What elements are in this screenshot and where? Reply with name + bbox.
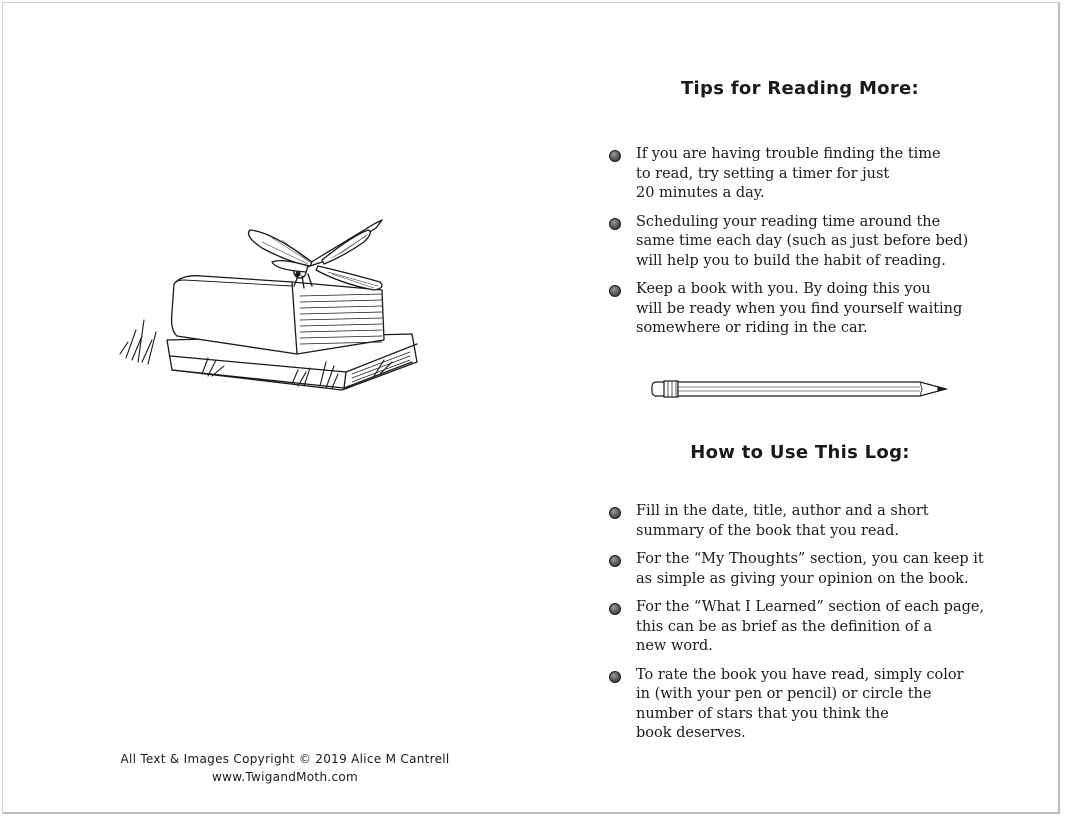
list-item-line: 20 minutes a day. <box>636 185 765 201</box>
list-item-line: summary of the book that you read. <box>636 522 900 539</box>
dragonfly-books-illustration <box>112 212 432 402</box>
list-item-line: number of stars that you think the <box>636 705 889 722</box>
tips-list <box>606 145 1006 348</box>
list-item-line: same time each day (such as just before bed) <box>636 233 969 249</box>
list-item-line: in (with your pen or pencil) or circle the <box>636 686 932 702</box>
list-item-line: this can be as brief as the definition of a <box>636 618 933 635</box>
list-item <box>606 550 1006 589</box>
bullet-icon <box>609 507 621 519</box>
website-url: www.TwigandMoth.com <box>212 770 358 784</box>
list-item-line: If you are having trouble finding the time <box>636 146 941 162</box>
list-item-line: will be ready when you find yourself waiting <box>636 300 963 317</box>
list-item-line: For the “My Thoughts” section, you can keep it <box>636 551 984 567</box>
copyright-line: All Text & Images Copyright © 2019 Alice M Cantrell <box>120 752 450 766</box>
list-item-line: new word. <box>636 638 713 654</box>
list-item-line: somewhere or riding in the car. <box>636 320 868 336</box>
list-item <box>606 502 1006 541</box>
howto-title: How to Use This Log: <box>690 442 910 463</box>
list-item <box>606 280 1006 339</box>
bullet-icon <box>609 150 621 162</box>
list-item-line: Scheduling your reading time around the <box>636 213 941 230</box>
list-item-line: as simple as giving your opinion on the book. <box>636 570 969 587</box>
bullet-icon <box>609 603 621 615</box>
list-item <box>606 213 1006 272</box>
list-item-line: to read, try setting a timer for just <box>636 165 890 182</box>
pencil-icon <box>650 378 950 400</box>
list-item <box>606 145 1006 204</box>
list-item <box>606 666 1006 744</box>
list-item-line: Fill in the date, title, author and a short <box>636 503 929 519</box>
list-item-line: Keep a book with you. By doing this you <box>636 281 931 297</box>
list-item <box>606 598 1006 657</box>
howto-list <box>606 502 1006 753</box>
copyright-block <box>90 750 480 786</box>
list-item-line: To rate the book you have read, simply color <box>636 666 964 683</box>
list-item-line: For the “What I Learned” section of each page, <box>636 599 985 615</box>
bullet-icon <box>609 218 621 230</box>
list-item-line: will help you to build the habit of reading. <box>636 252 946 269</box>
bullet-icon <box>609 285 621 297</box>
tips-title: Tips for Reading More: <box>680 78 920 99</box>
bullet-icon <box>609 555 621 567</box>
list-item-line: book deserves. <box>636 725 746 741</box>
bullet-icon <box>609 671 621 683</box>
